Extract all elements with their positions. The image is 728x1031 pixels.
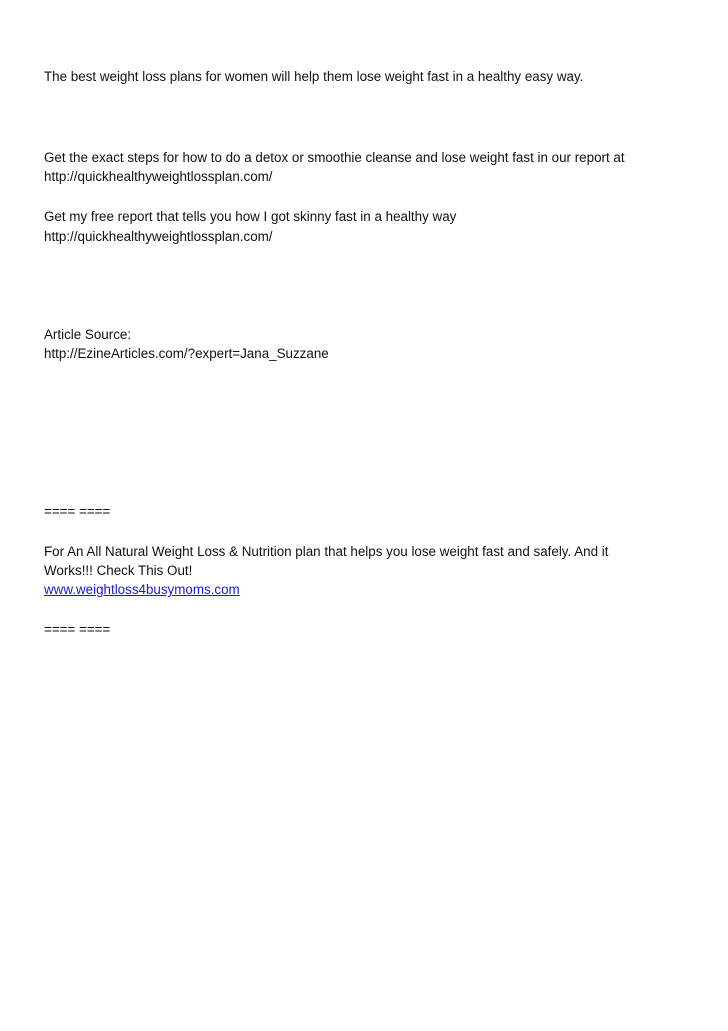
- report-url: http://quickhealthyweightlossplan.com/: [44, 169, 273, 184]
- article-source-label: Article Source:: [44, 327, 132, 342]
- free-report-text: Get my free report that tells you how I got skinny fast in a healthy way: [44, 209, 457, 224]
- promo-text-line2: Works!!! Check This Out!: [44, 563, 193, 578]
- promo-text-line1: For An All Natural Weight Loss & Nutrition plan that helps you lose weight fast and safely. And it: [44, 544, 609, 559]
- free-report-url: http://quickhealthyweightlossplan.com/: [44, 229, 273, 244]
- promo-link[interactable]: www.weightloss4busymoms.com: [44, 582, 240, 597]
- separator-top: ==== ====: [44, 504, 111, 519]
- report-text-line1: Get the exact steps for how to do a detox or smoothie cleanse and lose weight fast in our report at: [44, 150, 625, 165]
- separator-bottom: ==== ====: [44, 622, 111, 637]
- intro-text: The best weight loss plans for women will help them lose weight fast in a healthy easy way.: [44, 69, 584, 84]
- article-source-url: http://EzineArticles.com/?expert=Jana_Suzzane: [44, 346, 329, 361]
